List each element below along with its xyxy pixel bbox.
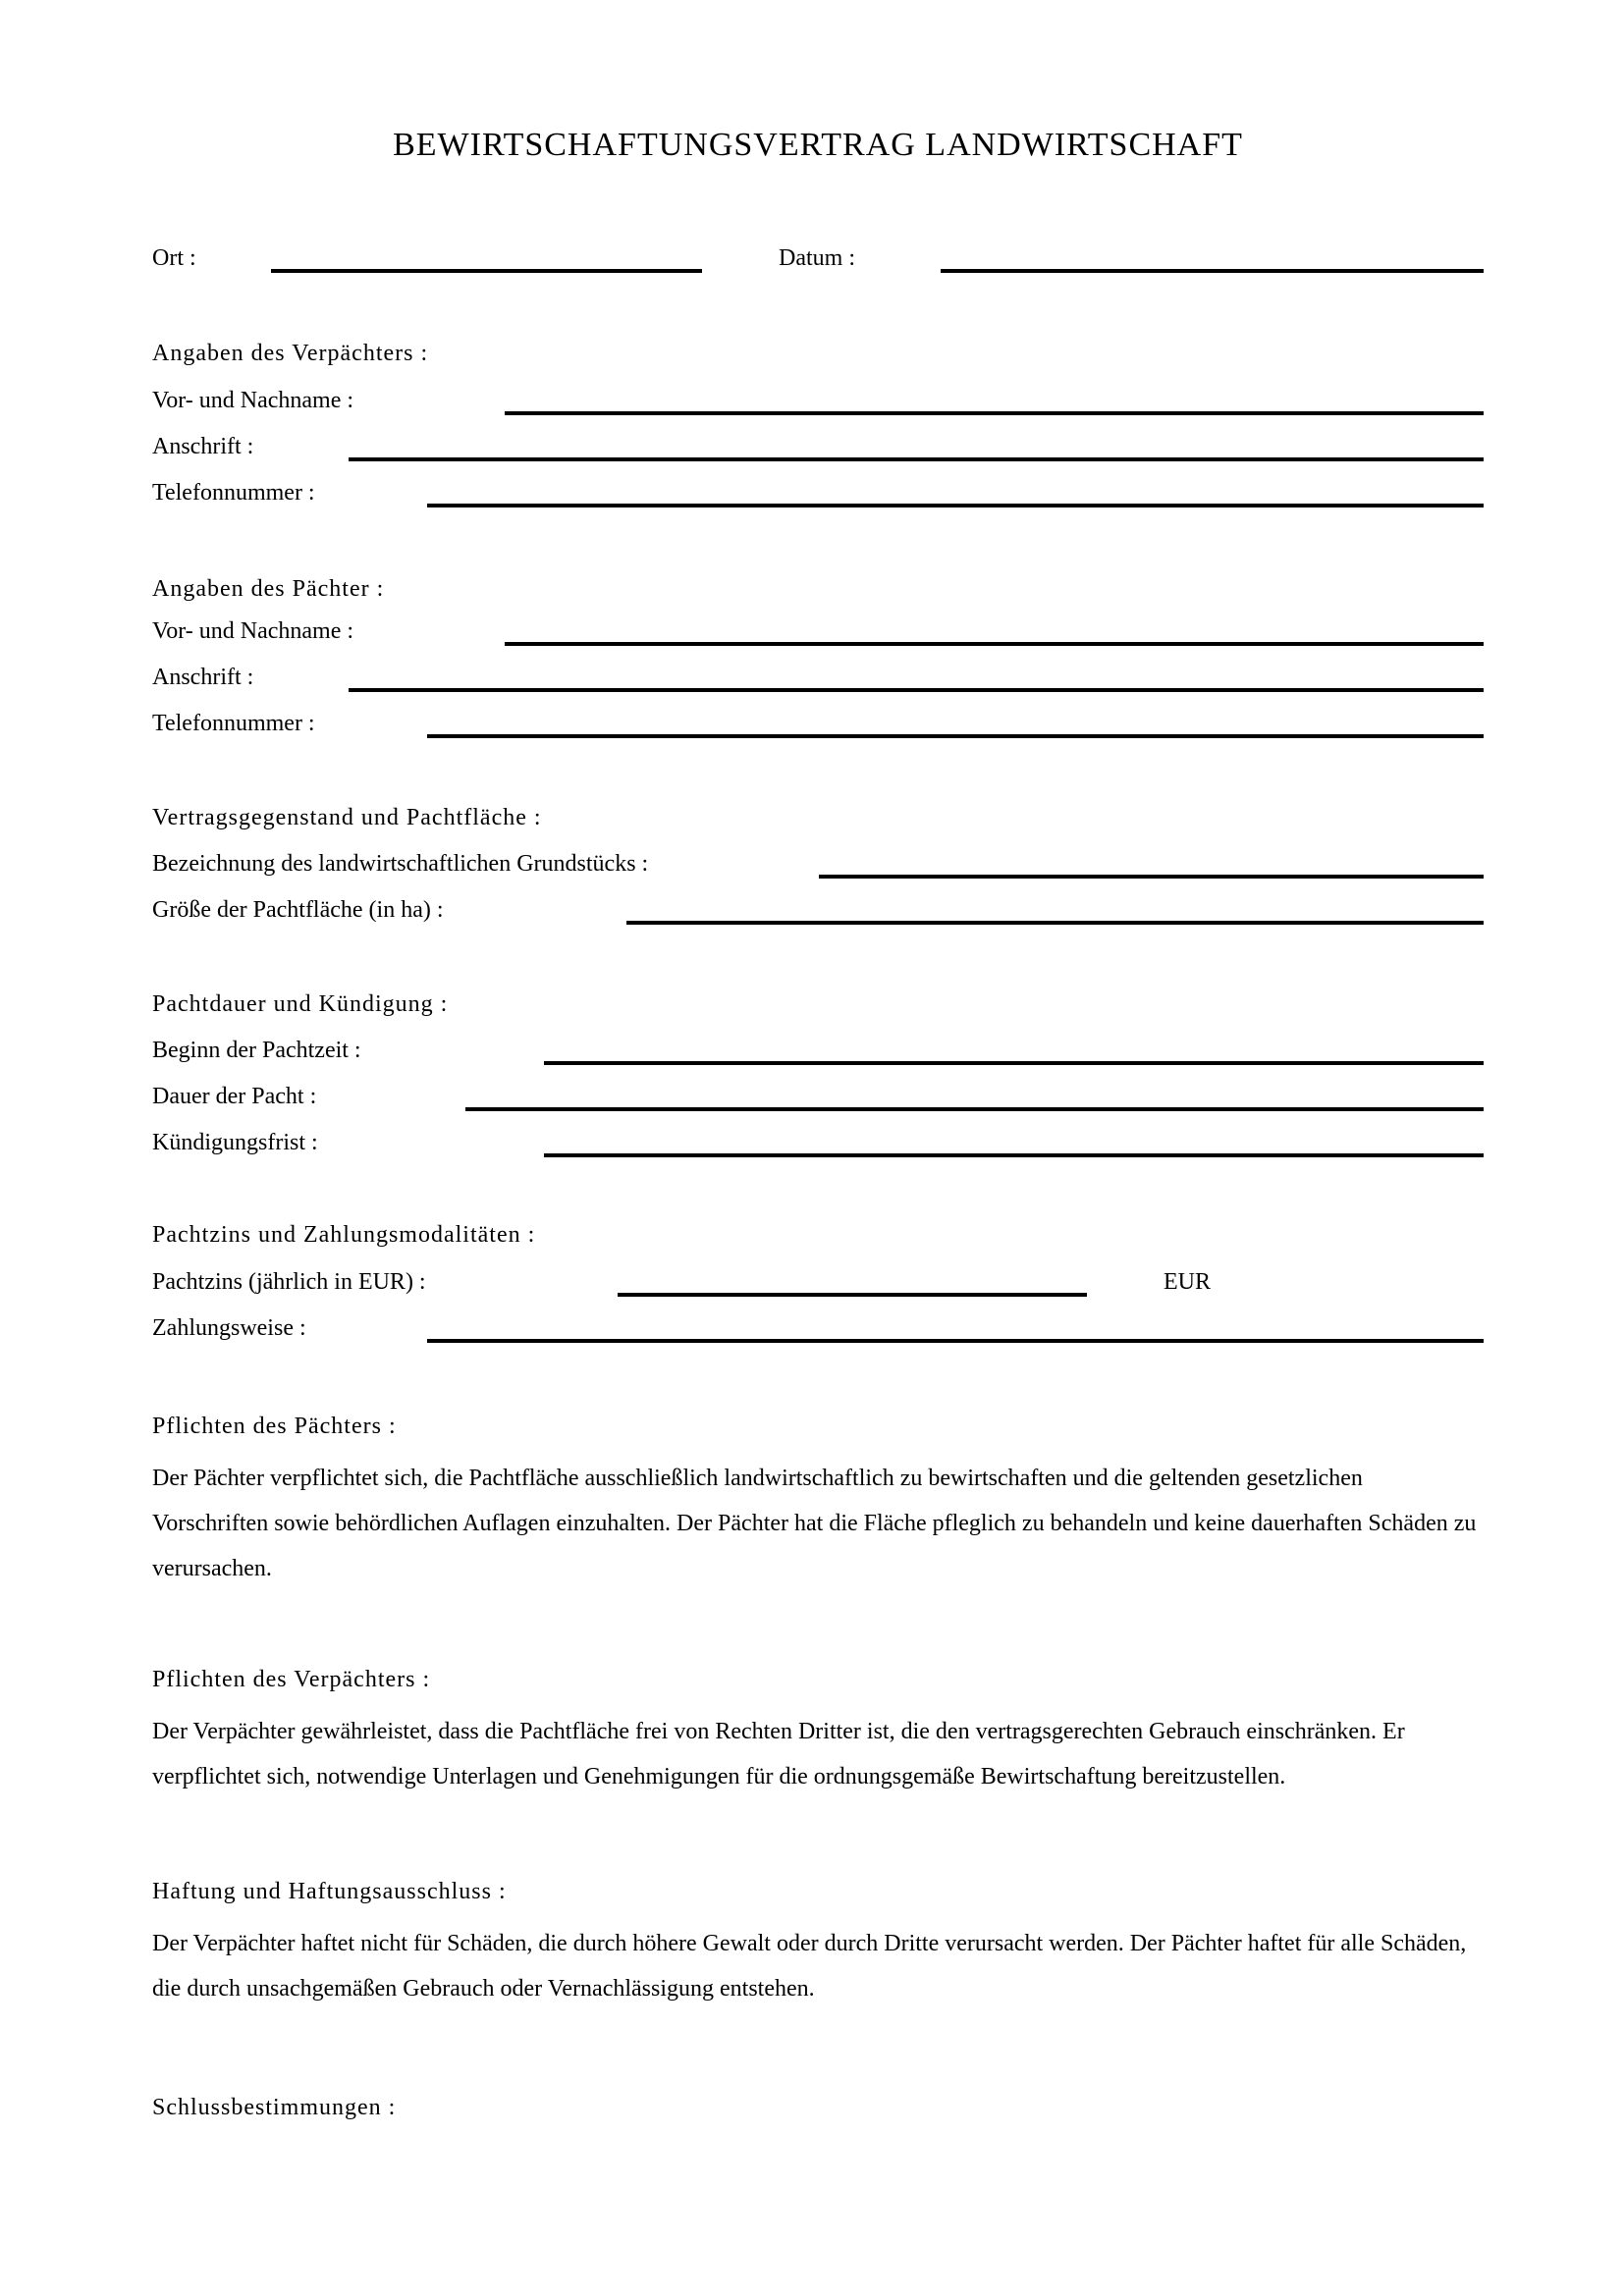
pflichten-paechter-text: Der Pächter verpflichtet sich, die Pachtfläche ausschließlich landwirtschaftlich zu bewirtschaften und die geltenden gesetzlichen Vorschriften sowie behördlichen Auflagen einzuhalten. Der Pächter hat die Fläche pfleglich zu behandeln und keine dauerhaften Schäden zu verursachen. [152, 1466, 1477, 1581]
paechter-name-row [152, 616, 1484, 663]
verpaechter-anschrift-row [152, 432, 1484, 478]
section-heading-pflichten-verpaechter: Pflichten des Verpächters : [152, 1667, 431, 1692]
kuendigungsfrist-row [152, 1128, 1484, 1174]
datum-input-line[interactable] [941, 269, 1484, 273]
document-title: BEWIRTSCHAFTUNGSVERTRAG LANDWIRTSCHAFT [393, 127, 1243, 163]
paechter-telefon-row [152, 709, 1484, 755]
section-heading-paechter: Angaben des Pächter : [152, 576, 385, 602]
paechter-anschrift-label: Anschrift : [152, 665, 254, 690]
paechter-fields [152, 616, 1484, 755]
bezeichnung-input-line[interactable] [819, 875, 1484, 879]
dauer-row [152, 1082, 1484, 1128]
paechter-telefon-label: Telefonnummer : [152, 711, 315, 736]
section-heading-vertragsgegenstand: Vertragsgegenstand und Pachtfläche : [152, 805, 542, 830]
verpaechter-fields [152, 386, 1484, 524]
zahlungsweise-label: Zahlungsweise : [152, 1315, 306, 1341]
verpaechter-telefon-row [152, 478, 1484, 524]
paechter-anschrift-row [152, 663, 1484, 709]
dauer-input-line[interactable] [465, 1107, 1484, 1111]
beginn-label: Beginn der Pachtzeit : [152, 1038, 361, 1063]
pachtzins-fields [152, 1267, 1484, 1360]
beginn-input-line[interactable] [544, 1061, 1484, 1065]
pachtzins-input-line[interactable] [618, 1293, 1087, 1297]
paechter-telefon-input-line[interactable] [427, 734, 1484, 738]
haftung-text: Der Verpächter haftet nicht für Schäden, die durch höhere Gewalt oder durch Dritte verursacht werden. Der Pächter haftet für alle Schäden, die durch unsachgemäßen Gebrauch oder Vernachlässigung entstehen. [152, 1931, 1467, 2002]
section-heading-pflichten-paechter: Pflichten des Pächters : [152, 1414, 397, 1439]
kuendigungsfrist-label: Kündigungsfrist : [152, 1130, 318, 1155]
datum-label: Datum : [779, 245, 855, 271]
dauer-label: Dauer der Pacht : [152, 1084, 317, 1109]
verpaechter-name-input-line[interactable] [505, 411, 1484, 415]
zahlungsweise-row [152, 1313, 1484, 1360]
section-heading-pachtdauer: Pachtdauer und Kündigung : [152, 991, 449, 1017]
section-heading-schluss: Schlussbestimmungen : [152, 2095, 397, 2120]
verpaechter-telefon-label: Telefonnummer : [152, 480, 315, 506]
verpaechter-anschrift-label: Anschrift : [152, 434, 254, 459]
bezeichnung-row [152, 849, 1484, 895]
verpaechter-telefon-input-line[interactable] [427, 504, 1484, 507]
vertragsgegenstand-fields [152, 849, 1484, 941]
groesse-input-line[interactable] [626, 921, 1484, 925]
eur-suffix-label: EUR [1164, 1269, 1211, 1295]
verpaechter-anschrift-input-line[interactable] [349, 457, 1484, 461]
section-heading-haftung: Haftung und Haftungsausschluss : [152, 1879, 507, 1904]
bezeichnung-label: Bezeichnung des landwirtschaftlichen Grundstücks : [152, 851, 649, 877]
kuendigungsfrist-input-line[interactable] [544, 1153, 1484, 1157]
section-heading-pachtzins: Pachtzins und Zahlungsmodalitäten : [152, 1222, 536, 1248]
paechter-name-input-line[interactable] [505, 642, 1484, 646]
pachtzins-label: Pachtzins (jährlich in EUR) : [152, 1269, 426, 1295]
beginn-row [152, 1036, 1484, 1082]
groesse-label: Größe der Pachtfläche (in ha) : [152, 897, 444, 923]
verpaechter-name-row [152, 386, 1484, 432]
pachtdauer-fields [152, 1036, 1484, 1174]
paechter-anschrift-input-line[interactable] [349, 688, 1484, 692]
ort-input-line[interactable] [271, 269, 702, 273]
zahlungsweise-input-line[interactable] [427, 1339, 1484, 1343]
section-heading-verpaechter: Angaben des Verpächters : [152, 341, 429, 366]
pachtzins-row [152, 1267, 1484, 1313]
groesse-row [152, 895, 1484, 941]
ort-datum-row [152, 243, 1484, 290]
paechter-name-label: Vor- und Nachname : [152, 618, 354, 644]
ort-label: Ort : [152, 245, 196, 271]
pflichten-verpaechter-text: Der Verpächter gewährleistet, dass die Pachtfläche frei von Rechten Dritter ist, die den vertragsgerechten Gebrauch einschränken. Er verpflichtet sich, notwendige Unterlagen und Genehmigungen für die ordnungsgemäße Bewirtschaftung bereitzustellen. [152, 1719, 1405, 1789]
verpaechter-name-label: Vor- und Nachname : [152, 388, 354, 413]
